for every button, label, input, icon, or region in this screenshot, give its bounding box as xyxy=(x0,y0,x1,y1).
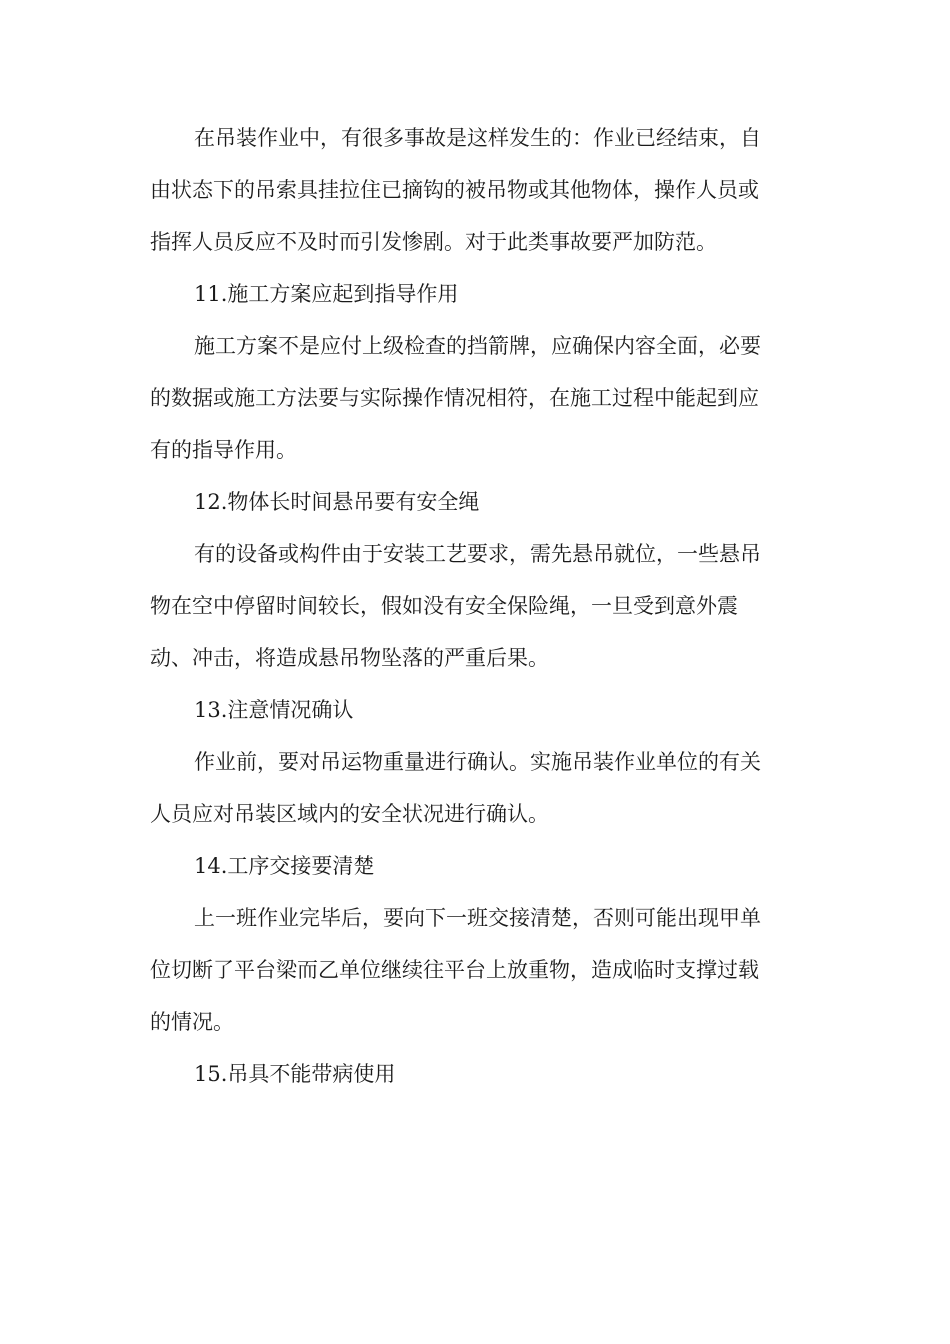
text-line: 由状态下的吊索具挂拉住已摘钩的被吊物或其他物体，操作人员或 xyxy=(150,178,759,202)
section-heading: 11.施工方案应起到指导作用 xyxy=(194,282,459,306)
text-line: 施工方案不是应付上级检查的挡箭牌，应确保内容全面，必要 xyxy=(194,334,761,358)
section-heading: 14.工序交接要清楚 xyxy=(194,854,375,878)
section-heading: 13.注意情况确认 xyxy=(194,698,354,722)
text-line: 动、冲击，将造成悬吊物坠落的严重后果。 xyxy=(150,646,549,670)
text-line: 作业前，要对吊运物重量进行确认。实施吊装作业单位的有关 xyxy=(194,750,761,774)
text-line: 在吊装作业中，有很多事故是这样发生的：作业已经结束，自 xyxy=(194,126,761,150)
text-line: 位切断了平台梁而乙单位继续往平台上放重物，造成临时支撑过载 xyxy=(150,958,759,982)
text-line: 物在空中停留时间较长，假如没有安全保险绳，一旦受到意外震 xyxy=(150,594,738,618)
text-line: 有的指导作用。 xyxy=(150,438,297,462)
section-heading: 12.物体长时间悬吊要有安全绳 xyxy=(194,490,480,514)
text-line: 有的设备或构件由于安装工艺要求，需先悬吊就位，一些悬吊 xyxy=(194,542,761,566)
text-line: 的情况。 xyxy=(150,1010,234,1034)
section-heading: 15.吊具不能带病使用 xyxy=(194,1062,396,1086)
document-body xyxy=(150,112,800,1100)
text-line: 人员应对吊装区域内的安全状况进行确认。 xyxy=(150,802,549,826)
text-line: 指挥人员反应不及时而引发惨剧。对于此类事故要严加防范。 xyxy=(150,230,717,254)
text-line: 的数据或施工方法要与实际操作情况相符，在施工过程中能起到应 xyxy=(150,386,759,410)
text-line: 上一班作业完毕后，要向下一班交接清楚，否则可能出现甲单 xyxy=(194,906,761,930)
